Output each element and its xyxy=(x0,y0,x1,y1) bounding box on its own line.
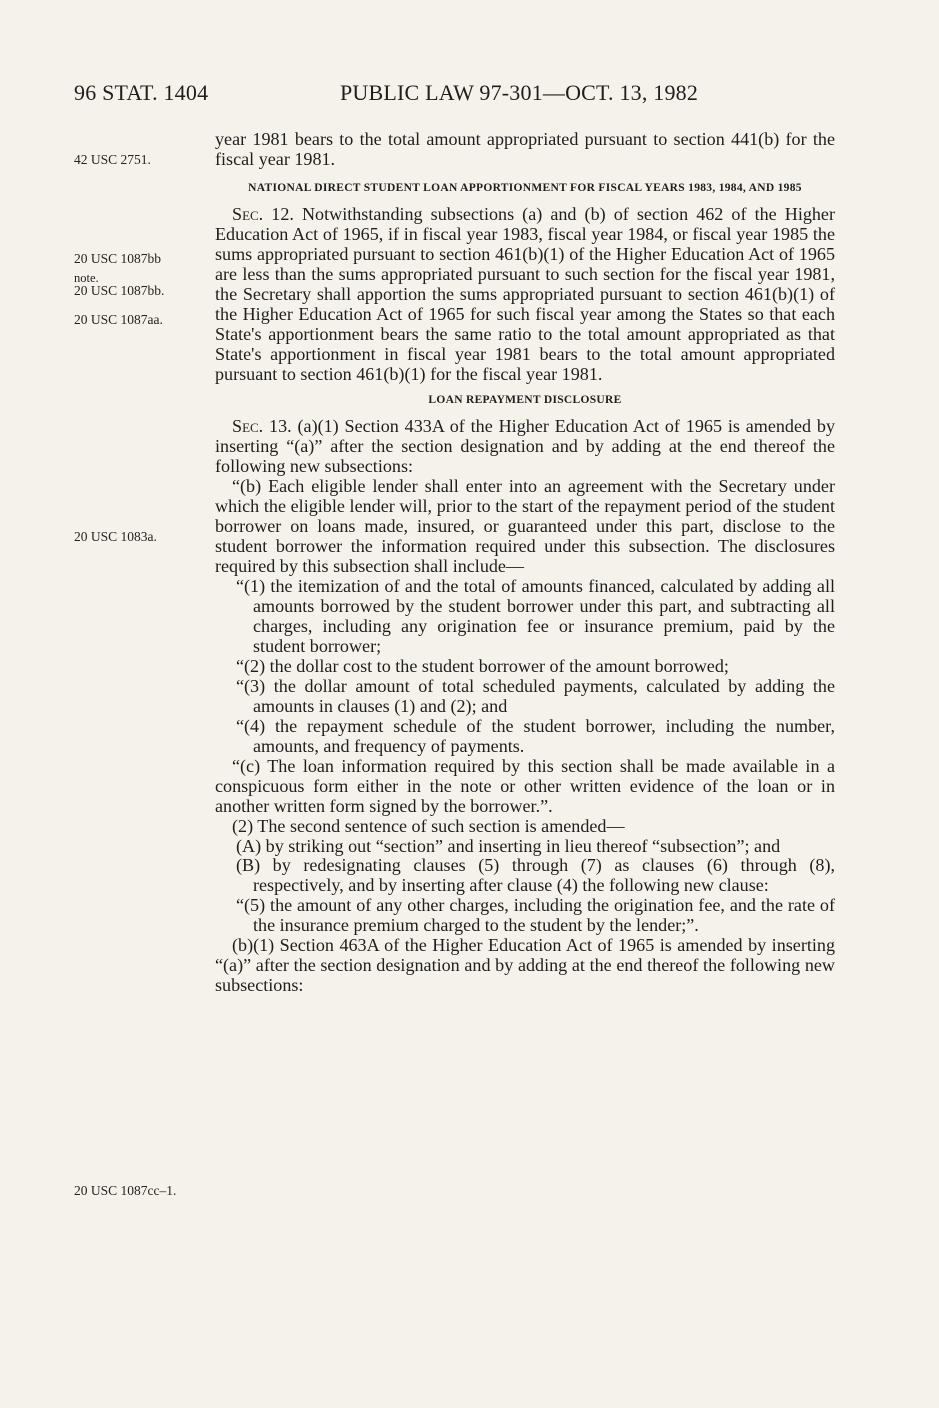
section-13-paragraph xyxy=(215,417,835,477)
margin-note-20-usc-1087bb-note: 20 USC 1087bb xyxy=(74,251,162,266)
clause-4: “(4) the repayment schedule of the student borrower, including the number, amounts, and frequency of payments. xyxy=(236,715,835,756)
continuation-paragraph: year 1981 bears to the total amount appropriated pursuant to section 441(b) for the fiscal year 1981. xyxy=(215,129,835,169)
margin-note-20-usc-1087aa: 20 USC 1087aa. xyxy=(74,312,163,327)
paragraph-2: (2) The second sentence of such section is amended— xyxy=(232,815,625,836)
margin-note-20-usc-1083a: 20 USC 1083a. xyxy=(74,529,157,544)
clause-5: “(5) the amount of any other charges, including the origination fee, and the rate of the insurance premium charged to the student by the lender;”. xyxy=(236,895,835,936)
margin-note-note: note. xyxy=(74,271,99,285)
clause-2: “(2) the dollar cost to the student borrower of the amount borrowed; xyxy=(236,655,729,676)
section-12-paragraph xyxy=(215,205,835,385)
subsection-c: “(c) The loan information required by this section shall be made available in a conspicuous form either in the note or other written evidence of the loan or in another written form signed by the borrower.”. xyxy=(215,755,835,816)
clause-3: “(3) the dollar amount of total scheduled payments, calculated by adding the amounts in clauses (1) and (2); and xyxy=(236,675,835,716)
margin-note-42-usc-2751: 42 USC 2751. xyxy=(74,152,151,167)
section-13-text: (a)(1) Section 433A of the Higher Education Act of 1965 is amended by inserting “(a)” after the section designation and by adding at the end thereof the following new subsections: xyxy=(215,416,836,477)
statute-text-body xyxy=(215,130,835,996)
section-13-label: Sec. 13. xyxy=(232,416,292,437)
public-law-title: PUBLIC LAW 97-301—OCT. 13, 1982 xyxy=(340,80,699,105)
section-12-text: Notwithstanding subsections (a) and (b) of section 462 of the Higher Education Act of 1965, if in fiscal year 1983, fiscal year 1984, or fiscal year 1985 the sums appropriated pursuant to section 461(b)(1) of the Higher Education Act of 1965 are less than the sums appropriated pursuant to such section for the fiscal year 1981, the Secretary shall apportion the sums appropriated pursuant to section 461(b)(1) of the Higher Education Act of 1965 for such fiscal year among the States so that each State's apportionment bears the same ratio to the total amount appropriated as that State's apportionment in fiscal year 1981 bears to the total amount appropriated pursuant to section 461(b)(1) for the fiscal year 1981. xyxy=(215,203,835,384)
section-12-label: Sec. 12. xyxy=(232,203,294,224)
clause-b: (B) by redesignating clauses (5) through (7) as clauses (6) through (8), respectively, and by inserting after clause (4) the following new clause: xyxy=(236,855,835,896)
margin-note-20-usc-1087bb: 20 USC 1087bb. xyxy=(74,283,165,298)
page-header xyxy=(0,80,939,114)
clause-1: “(1) the itemization of and the total of amounts financed, calculated by adding all amounts borrowed by the student borrower under this part, and subtracting all charges, including any origination fee or insurance premium, paid by the student borrower; xyxy=(236,576,835,656)
section-heading-loan-repayment: LOAN REPAYMENT DISCLOSURE xyxy=(428,394,622,407)
margin-note-20-usc-1087cc-1: 20 USC 1087cc–1. xyxy=(74,1183,177,1198)
subsection-b: “(b) Each eligible lender shall enter into an agreement with the Secretary under which the eligible lender will, prior to the start of the repayment period of the student borrower on loans made, insured, or guaranteed under this part, disclose to the student borrower the information required under this subsection. The disclosures required by this subsection shall include— xyxy=(215,476,835,577)
statute-page-ref: 96 STAT. 1404 xyxy=(74,80,209,105)
clause-a: (A) by striking out “section” and inserting in lieu thereof “subsection”; and xyxy=(236,835,781,856)
paragraph-b1: (b)(1) Section 463A of the Higher Education Act of 1965 is amended by inserting “(a)” after the section designation and by adding at the end thereof the following new subsections: xyxy=(215,935,835,996)
section-heading-ndsl-apportionment: NATIONAL DIRECT STUDENT LOAN APPORTIONMENT FOR FISCAL YEARS 1983, 1984, AND 1985 xyxy=(248,181,802,194)
